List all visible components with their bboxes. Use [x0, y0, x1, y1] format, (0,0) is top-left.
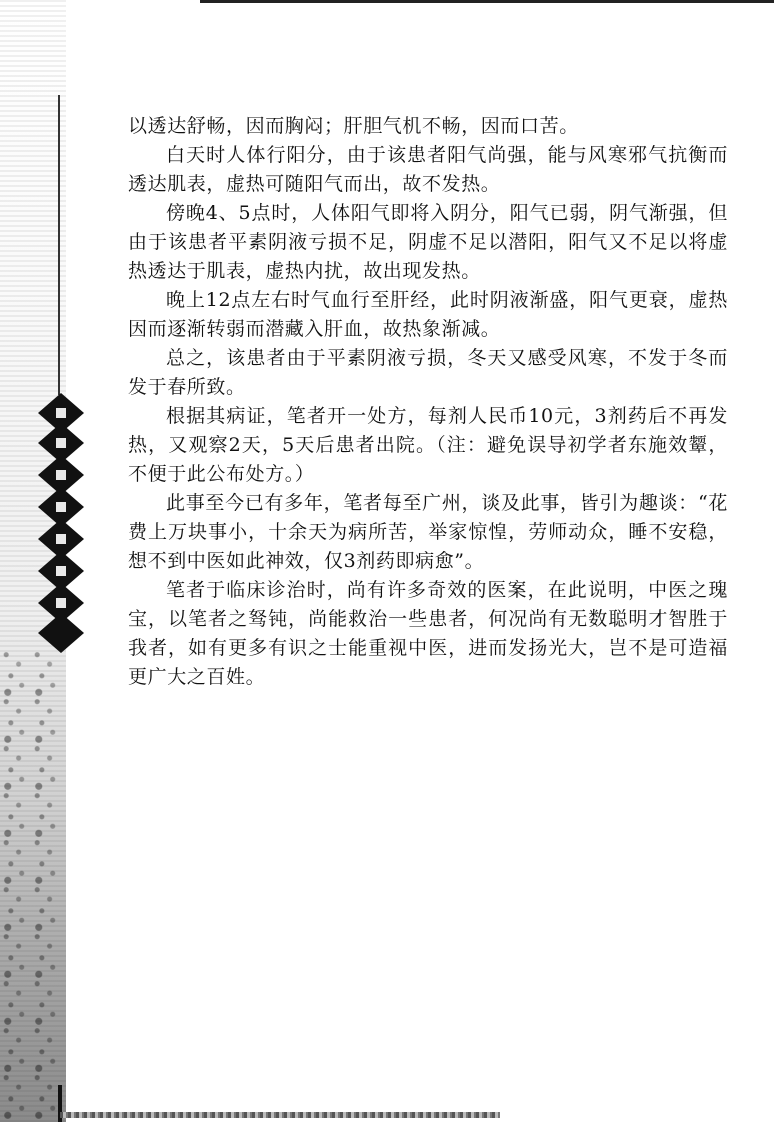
- side-diamond-ornament: [38, 393, 84, 653]
- paragraph: 白天时人体行阳分，由于该患者阳气尚强，能与风寒邪气抗衡而透达肌表，虚热可随阳气而出，故不发热。: [128, 144, 728, 195]
- paragraph: 晚上12点左右时气血行至肝经，此时阴液渐盛，阳气更衰，虚热因而逐渐转弱而潜藏入肝血，故热象渐减。: [128, 289, 728, 340]
- body-text: [128, 112, 728, 692]
- diamond-chain-icon: [38, 393, 84, 653]
- top-border-rule: [200, 0, 774, 3]
- paragraph: 傍晚4、5点时，人体阳气即将入阴分，阳气已弱，阴气渐强，但由于该患者平素阴液亏损不足，阴虚不足以潜阳，阳气又不足以将虚热透达于肌表，虚热内扰，故出现发热。: [128, 202, 728, 282]
- bottom-edge-strip: [60, 1112, 500, 1118]
- paragraph: 总之，该患者由于平素阴液亏损，冬天又感受风寒，不发于冬而发于春所致。: [128, 347, 728, 398]
- paragraph: 根据其病证，笔者开一处方，每剂人民币10元，3剂药后不再发热，又观察2天，5天后患者出院。（注：避免误导初学者东施效颦，不便于此公布处方。）: [128, 405, 728, 485]
- paragraph: 此事至今已有多年，笔者每至广州，谈及此事，皆引为趣谈：“花费上万块事小，十余天为病所苦，举家惊惶，劳师动众，睡不安稳，想不到中医如此神效，仅3剂药即病愈”。: [128, 492, 728, 572]
- margin-rule: [58, 95, 60, 395]
- paragraph: 笔者于临床诊治时，尚有许多奇效的医案，在此说明，中医之瑰宝，以笔者之驽钝，尚能救治一些患者，何况尚有无数聪明才智胜于我者，如有更多有识之士能重视中医，进而发扬光大，岂不是可造福更广大之百姓。: [128, 579, 728, 688]
- paragraph: 以透达舒畅，因而胸闷；肝胆气机不畅，因而口苦。: [128, 115, 579, 137]
- page-edge-speckle: [0, 650, 62, 1122]
